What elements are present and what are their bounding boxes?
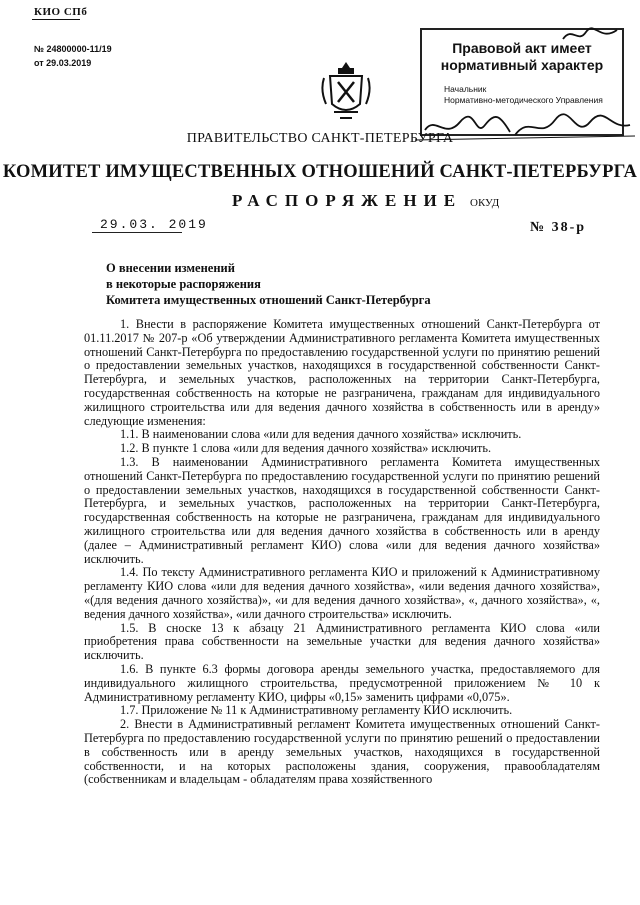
paragraph: 1.2. В пункте 1 слова «или для ведения дачного хозяйства» исключить. — [120, 441, 492, 456]
decree-heading: РАСПОРЯЖЕНИЕ — [232, 191, 463, 210]
committee-title: КОМИТЕТ ИМУЩЕСТВЕННЫХ ОТНОШЕНИЙ САНКТ-ПЕТЕРБУРГА — [2, 162, 638, 182]
paragraph: 2. Внести в Административный регламент Комитета имущественных отношений Санкт-Петербурга по предоставлению государственной услуги по принятию решений о предоставлении в собственность или в аренду земельных участков, находящихся в государственной собственности, и на которых расположены здания, сооружения, правообладателям (собственникам и владельцам - обладателям права хозяйственного — [84, 717, 600, 787]
spb-coat-of-arms-icon — [320, 60, 372, 122]
paragraph: 1.3. В наименовании Административного регламента Комитета имущественных отношений Санкт-Петербурга по предоставлению государственной услуги по принятию решений о предоставлении земельных участков, находящихся в государственной собственности Санкт-Петербурга, и земельных участков, расположенных на территории Санкт-Петербурга, государственная собственность на которые не разграничена, гражданам для индивидуального жилищного строительства или для ведения дачного хозяйства в собственность или в аренду (далее – Административный регламент КИО) слова «или для ведения дачного хозяйства» исключить. — [84, 454, 600, 566]
divider — [92, 232, 182, 233]
paragraph: 1.5. В сноске 13 к абзацу 21 Административного регламента КИО слова «или приобретения права собственности на земельные участки для ведения дачного хозяйства» исключить. — [84, 620, 600, 663]
decree-body — [84, 318, 600, 787]
subject-line: в некоторые распоряжения — [106, 277, 261, 291]
signature-scribble-icon — [560, 24, 620, 46]
stamp-line-4: Нормативно-методического Управления — [444, 95, 603, 105]
okud-label: ОКУД — [470, 197, 500, 209]
stamp-line-3: Начальник — [444, 84, 487, 94]
divider — [32, 19, 80, 20]
decree-number: № 38-р — [530, 220, 587, 235]
doc-date: от 29.03.2019 — [34, 58, 92, 68]
decree-subject — [106, 260, 431, 308]
paragraph: 1.1. В наименовании слова «или для ведения дачного хозяйства» исключить. — [120, 427, 522, 442]
government-title: ПРАВИТЕЛЬСТВО САНКТ-ПЕТЕРБУРГА — [186, 131, 454, 146]
stamp-line-2: нормативный характер — [440, 57, 604, 73]
doc-number: № 24800000-11/19 — [34, 44, 112, 54]
paragraph: 1. Внести в распоряжение Комитета имущественных отношений Санкт-Петербурга от 01.11.2017 № 207-р «Об утверждении Административного регламента Комитета имущественных отношений Санкт-Петербурга по предоставлению государственной услуги по принятию решений о предоставлении земельных участков, находящихся в государственной собственности Санкт-Петербурга, и земельных участков, расположенных на территории Санкт-Петербурга, государственная собственность на которые не разграничена, гражданам для индивидуального жилищного строительства или для ведения дачного хозяйства в собственность или в аренду» следующие изменения: — [84, 317, 600, 428]
paragraph: 1.6. В пункте 6.3 формы договора аренды земельного участка, предоставляемого для индивидуального жилищного строительства, предусмотренной приложением № 10 к Административному регламенту КИО, цифры «0,15» заменить цифрами «0,075». — [84, 661, 600, 704]
subject-line: Комитета имущественных отношений Санкт-Петербурга — [106, 293, 431, 307]
org-code: КИО СПб — [34, 6, 88, 18]
subject-line: О внесении изменений — [106, 261, 235, 275]
paragraph: 1.7. Приложение № 11 к Административному регламенту КИО исключить. — [120, 703, 513, 718]
stamp-line-1: Правовой акт имеет — [452, 40, 592, 56]
paragraph: 1.4. По тексту Административного регламента КИО и приложений к Административному регламенту КИО слова «или для ведения дачного хозяйства», «или ведения дачного хозяйства», «(для ведения дачного хозяйства)», «и для ведения дачного хозяйства», «, дачного хозяйства», «, ведения дачного хозяйства», «или дачного строительства» исключить. — [84, 565, 600, 621]
decree-date: 29.03. 2019 — [100, 217, 208, 232]
